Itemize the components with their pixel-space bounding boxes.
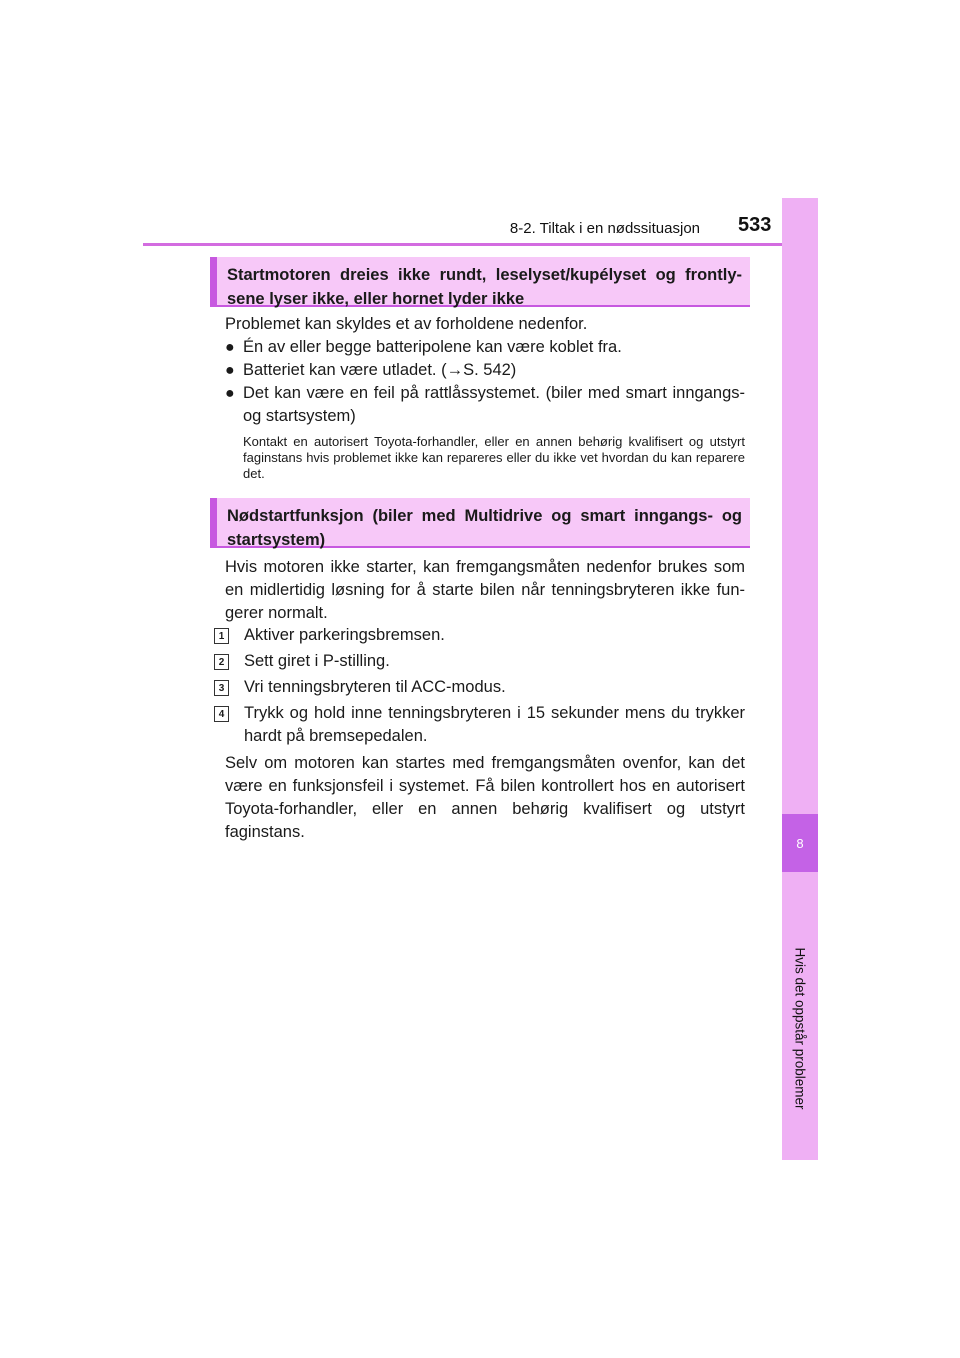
- step-item: [214, 702, 745, 748]
- step-text: Aktiver parkeringsbremsen.: [244, 626, 445, 644]
- header-rule: [143, 243, 818, 246]
- section-2-heading: Nødstartfunksjon (biler med Multidrive og smart inngangs- og startsystem): [210, 498, 750, 548]
- chapter-title: Hvis det oppstår problemer: [792, 947, 808, 1110]
- section-1-heading: Startmotoren dreies ikke rundt, leselyset/kupélyset og frontly-sene lyser ikke, eller hornet lyder ikke: [210, 257, 750, 307]
- bullet-icon: ●: [225, 385, 235, 402]
- step-item: [214, 676, 745, 699]
- section-2-intro: Hvis motoren ikke starter, kan fremgangsmåten nedenfor brukes som en midlertidig løsning for å starte bilen når tenningsbryteren ikke fun-gerer normalt.: [225, 558, 745, 622]
- step-item: [214, 650, 745, 673]
- list-item: [225, 382, 745, 428]
- bullet-text: Batteriet kan være utladet. (→S. 542): [243, 361, 517, 379]
- list-item: [225, 359, 745, 382]
- section-header: 8-2. Tiltak i en nødssituasjon: [509, 220, 700, 237]
- bullet-icon: ●: [225, 362, 235, 379]
- step-number-1: 1: [214, 628, 229, 644]
- step-text: Trykk og hold inne tenningsbryteren i 15 sekunder mens du trykker hardt på bremsepedalen.: [244, 704, 745, 745]
- chapter-number-tab[interactable]: 8: [782, 814, 818, 872]
- bullet-icon: ●: [225, 339, 235, 356]
- list-item: [225, 336, 745, 359]
- step-text: Vri tenningsbryteren til ACC-modus.: [244, 678, 506, 696]
- step-text: Sett giret i P-stilling.: [244, 652, 390, 670]
- page-number: 533: [738, 214, 772, 236]
- step-number-3: 3: [214, 680, 229, 696]
- step-number-2: 2: [214, 654, 229, 670]
- section-1-note: Kontakt en autorisert Toyota-forhandler, eller en annen behørig kvalifisert og utstyrt faginstans hvis problemet ikke kan repareres eller du ikke vet hvordan du kan reparere det.: [243, 434, 745, 481]
- step-item: [214, 624, 745, 647]
- section-2-outro: Selv om motoren kan startes med fremgangsmåten ovenfor, kan det være en funksjonsfeil i systemet. Få bilen kontrollert hos en autorisert Toyota-forhandler, eller en annen behørig kvalifisert og utstyrt faginstans.: [225, 754, 745, 841]
- section-1-intro: Problemet kan skyldes et av forholdene nedenfor.: [225, 315, 588, 333]
- step-number-4: 4: [214, 706, 229, 722]
- chapter-title-vertical: [768, 896, 832, 1161]
- bullet-text: Det kan være en feil på rattlåssystemet. (biler med smart inngangs- og startsystem): [243, 384, 745, 425]
- bullet-text: Én av eller begge batteripolene kan være koblet fra.: [243, 338, 622, 356]
